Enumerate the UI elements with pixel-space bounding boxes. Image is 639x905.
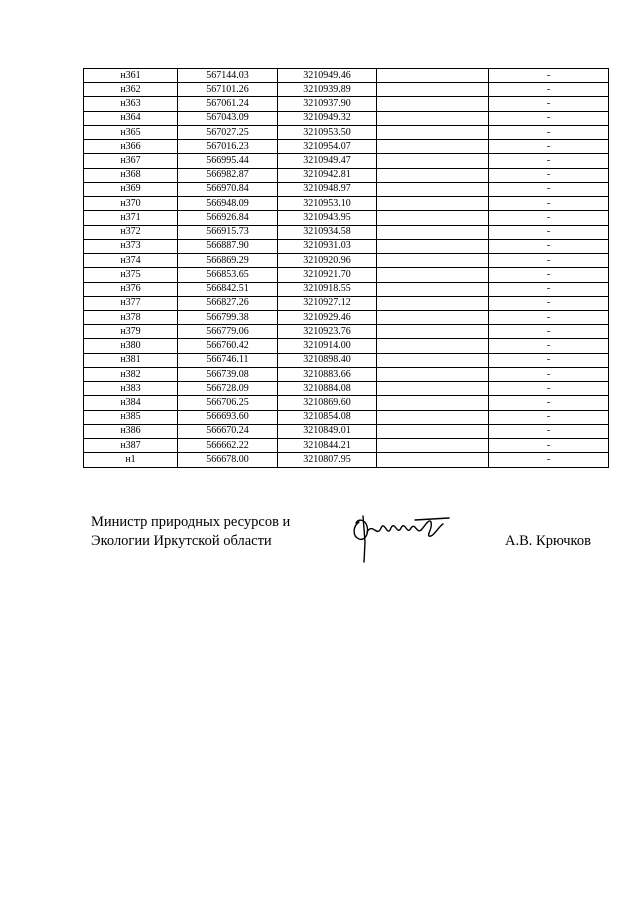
cell-point: н381 (84, 353, 178, 367)
cell-x: 567016.23 (178, 140, 278, 154)
cell-empty (377, 439, 489, 453)
cell-x: 566670.24 (178, 424, 278, 438)
cell-point: н373 (84, 239, 178, 253)
cell-point: н386 (84, 424, 178, 438)
cell-point: н385 (84, 410, 178, 424)
cell-y: 3210869.60 (278, 396, 377, 410)
cell-empty (377, 69, 489, 83)
cell-x: 567144.03 (178, 69, 278, 83)
cell-empty (377, 111, 489, 125)
cell-x: 566915.73 (178, 225, 278, 239)
cell-x: 566739.08 (178, 367, 278, 381)
cell-empty (377, 125, 489, 139)
cell-y: 3210948.97 (278, 182, 377, 196)
cell-dash: - (489, 268, 609, 282)
cell-x: 566926.84 (178, 211, 278, 225)
cell-y: 3210937.90 (278, 97, 377, 111)
cell-x: 566887.90 (178, 239, 278, 253)
cell-dash: - (489, 254, 609, 268)
cell-x: 567101.26 (178, 83, 278, 97)
table-row (84, 396, 609, 410)
table-row (84, 168, 609, 182)
table-row (84, 83, 609, 97)
cell-empty (377, 424, 489, 438)
cell-point: н382 (84, 367, 178, 381)
cell-x: 566948.09 (178, 197, 278, 211)
cell-point: н380 (84, 339, 178, 353)
cell-y: 3210920.96 (278, 254, 377, 268)
cell-x: 566693.60 (178, 410, 278, 424)
cell-point: н387 (84, 439, 178, 453)
cell-empty (377, 396, 489, 410)
cell-dash: - (489, 453, 609, 467)
cell-y: 3210918.55 (278, 282, 377, 296)
coordinates-table-body (84, 69, 609, 468)
table-row (84, 453, 609, 467)
table-row (84, 310, 609, 324)
cell-dash: - (489, 353, 609, 367)
table-row (84, 111, 609, 125)
cell-empty (377, 197, 489, 211)
cell-point: н366 (84, 140, 178, 154)
cell-x: 566842.51 (178, 282, 278, 296)
signatory-position (91, 513, 290, 551)
table-row (84, 439, 609, 453)
cell-dash: - (489, 168, 609, 182)
cell-y: 3210939.89 (278, 83, 377, 97)
cell-dash: - (489, 282, 609, 296)
cell-dash: - (489, 339, 609, 353)
cell-y: 3210931.03 (278, 239, 377, 253)
cell-dash: - (489, 367, 609, 381)
cell-dash: - (489, 154, 609, 168)
cell-dash: - (489, 97, 609, 111)
cell-dash: - (489, 410, 609, 424)
cell-dash: - (489, 125, 609, 139)
table-row (84, 268, 609, 282)
cell-y: 3210898.40 (278, 353, 377, 367)
table-row (84, 339, 609, 353)
cell-dash: - (489, 439, 609, 453)
cell-y: 3210953.10 (278, 197, 377, 211)
cell-y: 3210849.01 (278, 424, 377, 438)
cell-empty (377, 97, 489, 111)
cell-y: 3210949.32 (278, 111, 377, 125)
cell-y: 3210949.47 (278, 154, 377, 168)
position-line-2: Экологии Иркутской области (91, 533, 272, 549)
cell-y: 3210883.66 (278, 367, 377, 381)
cell-point: н376 (84, 282, 178, 296)
cell-y: 3210942.81 (278, 168, 377, 182)
cell-x: 566728.09 (178, 382, 278, 396)
cell-y: 3210954.07 (278, 140, 377, 154)
cell-x: 566853.65 (178, 268, 278, 282)
cell-dash: - (489, 140, 609, 154)
cell-x: 566760.42 (178, 339, 278, 353)
cell-empty (377, 254, 489, 268)
cell-empty (377, 211, 489, 225)
cell-x: 566746.11 (178, 353, 278, 367)
cell-x: 567027.25 (178, 125, 278, 139)
cell-point: н368 (84, 168, 178, 182)
cell-point: н378 (84, 310, 178, 324)
cell-empty (377, 410, 489, 424)
cell-x: 566706.25 (178, 396, 278, 410)
cell-point: н361 (84, 69, 178, 83)
table-row (84, 69, 609, 83)
cell-point: н365 (84, 125, 178, 139)
cell-x: 566970.84 (178, 182, 278, 196)
handwritten-signature (345, 504, 455, 574)
cell-empty (377, 310, 489, 324)
cell-x: 567043.09 (178, 111, 278, 125)
table-row (84, 282, 609, 296)
cell-x: 566982.87 (178, 168, 278, 182)
cell-x: 566827.26 (178, 296, 278, 310)
cell-x: 566799.38 (178, 310, 278, 324)
cell-x: 566662.22 (178, 439, 278, 453)
cell-point: н384 (84, 396, 178, 410)
cell-point: н364 (84, 111, 178, 125)
cell-empty (377, 83, 489, 97)
cell-x: 566869.29 (178, 254, 278, 268)
cell-point: н375 (84, 268, 178, 282)
cell-y: 3210844.21 (278, 439, 377, 453)
cell-y: 3210949.46 (278, 69, 377, 83)
cell-dash: - (489, 69, 609, 83)
cell-empty (377, 168, 489, 182)
table-row (84, 154, 609, 168)
cell-x: 566779.06 (178, 325, 278, 339)
cell-point: н379 (84, 325, 178, 339)
table-row (84, 140, 609, 154)
cell-x: 566678.00 (178, 453, 278, 467)
table-row (84, 296, 609, 310)
table-row (84, 197, 609, 211)
cell-dash: - (489, 382, 609, 396)
cell-y: 3210929.46 (278, 310, 377, 324)
cell-dash: - (489, 296, 609, 310)
cell-dash: - (489, 239, 609, 253)
cell-point: н383 (84, 382, 178, 396)
table-row (84, 367, 609, 381)
coordinates-table (83, 68, 609, 468)
cell-empty (377, 453, 489, 467)
cell-y: 3210914.00 (278, 339, 377, 353)
cell-dash: - (489, 424, 609, 438)
cell-empty (377, 367, 489, 381)
table-row (84, 182, 609, 196)
cell-point: н370 (84, 197, 178, 211)
cell-empty (377, 339, 489, 353)
cell-x: 567061.24 (178, 97, 278, 111)
cell-empty (377, 282, 489, 296)
cell-y: 3210953.50 (278, 125, 377, 139)
cell-y: 3210943.95 (278, 211, 377, 225)
cell-dash: - (489, 83, 609, 97)
table-row (84, 254, 609, 268)
cell-empty (377, 154, 489, 168)
cell-point: н377 (84, 296, 178, 310)
position-line-1: Министр природных ресурсов и (91, 514, 291, 530)
table-row (84, 353, 609, 367)
table-row (84, 211, 609, 225)
cell-dash: - (489, 396, 609, 410)
cell-y: 3210921.70 (278, 268, 377, 282)
table-row (84, 225, 609, 239)
cell-empty (377, 140, 489, 154)
cell-y: 3210884.08 (278, 382, 377, 396)
cell-empty (377, 353, 489, 367)
cell-empty (377, 296, 489, 310)
cell-point: н369 (84, 182, 178, 196)
cell-dash: - (489, 325, 609, 339)
cell-point: н372 (84, 225, 178, 239)
cell-dash: - (489, 310, 609, 324)
cell-point: н362 (84, 83, 178, 97)
cell-empty (377, 239, 489, 253)
cell-dash: - (489, 197, 609, 211)
cell-y: 3210923.76 (278, 325, 377, 339)
cell-point: н367 (84, 154, 178, 168)
cell-y: 3210934.58 (278, 225, 377, 239)
cell-empty (377, 268, 489, 282)
table-row (84, 239, 609, 253)
signer-name: А.В. Крючков (505, 533, 591, 549)
cell-point: н363 (84, 97, 178, 111)
table-row (84, 424, 609, 438)
table-row (84, 97, 609, 111)
cell-dash: - (489, 225, 609, 239)
cell-point: н1 (84, 453, 178, 467)
table-row (84, 410, 609, 424)
cell-empty (377, 382, 489, 396)
cell-y: 3210854.08 (278, 410, 377, 424)
cell-point: н374 (84, 254, 178, 268)
cell-x: 566995.44 (178, 154, 278, 168)
cell-dash: - (489, 111, 609, 125)
cell-dash: - (489, 182, 609, 196)
cell-empty (377, 182, 489, 196)
table-row (84, 382, 609, 396)
table-row (84, 325, 609, 339)
cell-y: 3210807.95 (278, 453, 377, 467)
cell-y: 3210927.12 (278, 296, 377, 310)
cell-point: н371 (84, 211, 178, 225)
table-row (84, 125, 609, 139)
cell-empty (377, 225, 489, 239)
cell-dash: - (489, 211, 609, 225)
cell-empty (377, 325, 489, 339)
